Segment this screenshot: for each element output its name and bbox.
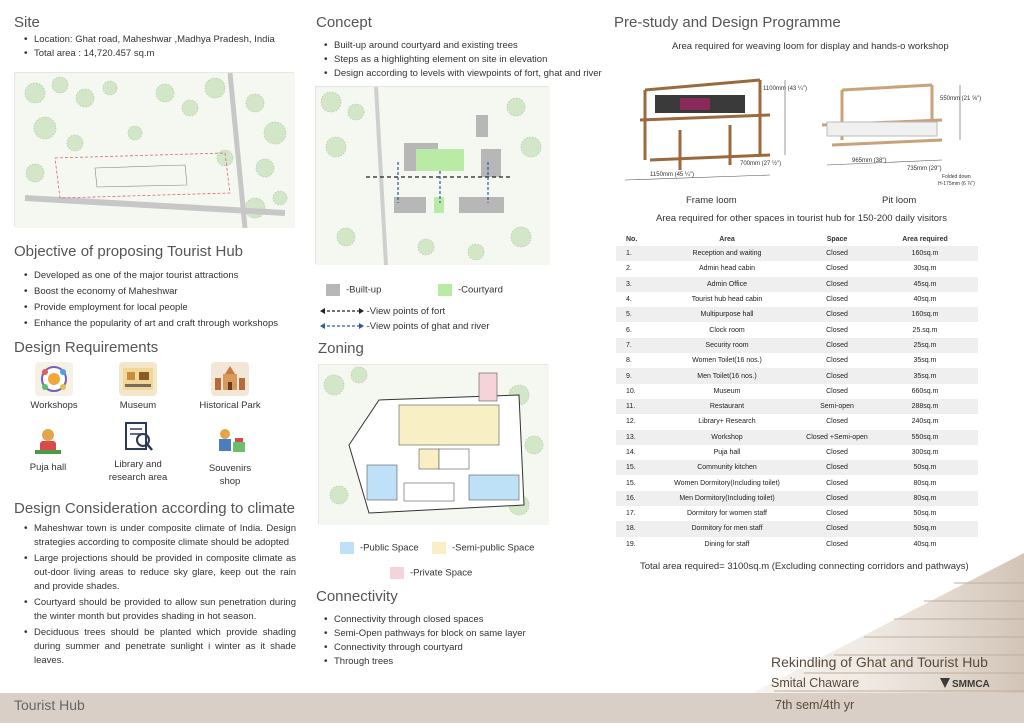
legend-builtup	[326, 284, 381, 296]
row-no: 13.	[616, 430, 652, 445]
row-area-required: 35sq.m	[872, 368, 978, 383]
objective-bullets	[22, 268, 307, 332]
builtup-swatch	[326, 284, 340, 296]
req-label: Puja hall	[29, 462, 67, 473]
table-caption: Area required for other spaces in tourist hub for 150-200 daily visitors	[656, 213, 947, 224]
legend-public-label: -Public Space	[360, 542, 419, 554]
row-area: Reception and waiting	[652, 246, 802, 261]
row-no: 19.	[626, 540, 636, 548]
pit-loom-label: Pit loom	[882, 195, 917, 206]
objective-item: • Enhance the popularity of art and craft through workshops	[22, 316, 307, 332]
row-area: Dining for staff	[704, 540, 750, 548]
row-area: Workshop	[652, 430, 802, 445]
museum-icon	[119, 362, 157, 396]
row-area-required: 300sq.m	[911, 449, 939, 456]
footer-label: Tourist Hub	[14, 697, 85, 713]
row-area: Security room	[652, 338, 802, 353]
row-area: Puja hall	[713, 449, 741, 456]
row-no: 10.	[626, 387, 636, 395]
table-header-row	[616, 232, 978, 246]
row-space: Closed	[802, 277, 872, 292]
row-area: Women Toilet(16 nos.)	[692, 357, 762, 365]
semi-public-swatch	[432, 542, 446, 554]
row-area: Admin head cabin	[698, 265, 756, 273]
legend-private-label: -Private Space	[410, 567, 473, 579]
row-area: Men Toilet(16 nos.)	[652, 368, 802, 383]
svg-text:735mm (29"): 735mm (29")	[907, 166, 942, 172]
row-area-required: 80sq.m	[913, 479, 937, 487]
legend-ghat	[320, 321, 490, 332]
row-space: Closed	[826, 387, 848, 395]
req-souvenirs	[188, 424, 272, 488]
row-space: Semi-open	[802, 399, 872, 414]
row-no: 2.	[626, 265, 632, 273]
row-area-required: 40sq.m	[913, 296, 937, 304]
zoning-heading: Zoning	[318, 340, 364, 357]
row-no: 16.	[616, 491, 652, 506]
table-row	[616, 277, 978, 292]
row-space: Closed +Semi-open	[802, 430, 872, 445]
row-space: Closed	[802, 460, 872, 475]
site-heading: Site	[14, 14, 40, 31]
concept-item: • Built-up around courtyard and existing trees	[322, 39, 612, 53]
workshop-icon	[35, 362, 73, 396]
svg-text:700mm (27 ½"): 700mm (27 ½")	[740, 161, 782, 167]
req-puja-hall	[6, 424, 90, 473]
prestudy-heading: Pre-study and Design Programme	[614, 14, 841, 31]
legend-semi-public	[432, 542, 534, 554]
row-no: 3.	[616, 277, 652, 292]
header-no: No.	[616, 232, 652, 246]
area-table	[616, 232, 978, 552]
row-area-required: 45sq.m	[872, 277, 978, 292]
row-area: Tourist hub head cabin	[691, 296, 763, 304]
footer-band	[0, 693, 1024, 723]
row-space: Closed	[826, 357, 848, 365]
connectivity-bullets	[322, 613, 602, 669]
row-no: 6.	[626, 326, 632, 334]
req-museum	[96, 362, 180, 411]
area-table-body	[616, 246, 978, 552]
climate-item: • Maheshwar town is under composite climate of India. Design strategies according to composite climate should be adopted	[22, 522, 296, 550]
header-area-required: Area required	[872, 232, 978, 246]
library-icon	[119, 420, 157, 454]
table-row	[616, 414, 978, 429]
objective-item: • Developed as one of the major tourist attractions	[22, 268, 307, 284]
row-area-required: 288sq.m	[872, 399, 978, 414]
svg-text:1100mm (43 ¼"): 1100mm (43 ¼")	[763, 86, 808, 92]
table-row	[616, 307, 978, 322]
table-row	[616, 521, 978, 536]
row-area-required: 50sq.m	[913, 510, 937, 518]
row-area: Women Dormitory(Including toilet)	[674, 479, 780, 487]
semester-label: 7th sem/4th yr	[775, 698, 855, 712]
connectivity-item: • Connectivity through courtyard	[322, 641, 602, 655]
table-row	[616, 430, 978, 445]
row-space: Closed	[826, 418, 848, 426]
private-swatch	[390, 567, 404, 579]
row-no: 8.	[626, 357, 632, 365]
req-label: Museum	[119, 400, 157, 411]
row-area-required: 25sq.m	[872, 338, 978, 353]
header-area: Area	[652, 232, 802, 246]
site-total-area: • Total area : 14,720.457 sq.m	[22, 47, 307, 61]
table-row	[616, 368, 978, 383]
row-space: Closed	[826, 326, 848, 334]
loom-caption: Area required for weaving loom for display and hands-o workshop	[672, 41, 949, 52]
table-row	[616, 475, 978, 490]
row-area: Museum	[713, 387, 741, 395]
connectivity-heading: Connectivity	[316, 588, 398, 605]
concept-bullets	[322, 39, 612, 81]
row-no: 9.	[616, 368, 652, 383]
req-label: Workshops	[30, 400, 78, 411]
row-area-required: 660sq.m	[911, 387, 939, 395]
souvenir-icon	[211, 424, 249, 458]
row-area: Library+ Research	[698, 418, 756, 426]
row-space: Closed	[802, 307, 872, 322]
zoning-plan-drawing	[319, 365, 549, 525]
site-map-drawing	[15, 73, 295, 228]
legend-fort-label: -View points of fort	[366, 306, 446, 317]
concept-diagram-drawing	[316, 87, 550, 265]
legend-private	[390, 567, 472, 579]
row-area-required: 50sq.m	[872, 460, 978, 475]
header-space: Space	[802, 232, 872, 246]
row-area-required: 80sq.m	[872, 491, 978, 506]
req-historical-park	[188, 362, 272, 411]
row-space: Closed	[802, 368, 872, 383]
row-area-required: 30sq.m	[913, 265, 937, 273]
row-area: Multipurpose hall	[652, 307, 802, 322]
row-area: Clock room	[709, 326, 745, 334]
site-location: • Location: Ghat road, Maheshwar ,Madhya Pradesh, India	[22, 33, 307, 47]
req-label: Library and research area	[108, 459, 168, 483]
row-no: 15.	[626, 479, 636, 487]
author-name: Smital Chaware	[771, 676, 860, 690]
row-area-required: 240sq.m	[911, 418, 939, 426]
row-space: Closed	[802, 338, 872, 353]
row-no: 18.	[616, 521, 652, 536]
table-row	[616, 399, 978, 414]
climate-bullets	[22, 522, 296, 668]
table-row	[616, 506, 978, 521]
pit-loom-illustration	[812, 70, 982, 188]
row-no: 5.	[616, 307, 652, 322]
row-area: Dormitory for women staff	[686, 510, 767, 518]
row-area: Restaurant	[652, 399, 802, 414]
row-area: Dormitory for men staff	[652, 521, 802, 536]
svg-text:Folded down: Folded down	[942, 174, 971, 180]
objective-item: • Boost the economy of Maheshwar	[22, 284, 307, 300]
row-space: Closed	[802, 521, 872, 536]
row-area-required: 550sq.m	[872, 430, 978, 445]
row-space: Closed	[826, 449, 848, 456]
row-area-required: 50sq.m	[872, 521, 978, 536]
row-area: Admin Office	[652, 277, 802, 292]
table-row	[616, 460, 978, 475]
row-space: Closed	[802, 491, 872, 506]
row-area-required: 40sq.m	[913, 540, 937, 548]
table-row	[616, 246, 978, 261]
site-bullets	[22, 33, 307, 61]
row-no: 1.	[616, 246, 652, 261]
table-row	[616, 353, 978, 368]
svg-text:965mm (38"): 965mm (38")	[852, 158, 887, 164]
legend-semi-public-label: -Semi-public Space	[452, 542, 535, 554]
row-no: 11.	[616, 399, 652, 414]
climate-item: • Courtyard should be provided to allow sun penetration during the winter month but provides shading in hot season.	[22, 596, 296, 624]
row-no: 15.	[616, 460, 652, 475]
req-label: Souvenirs shop	[208, 463, 252, 487]
concept-heading: Concept	[316, 14, 372, 31]
frame-loom-illustration	[620, 70, 808, 188]
legend-public	[340, 542, 419, 554]
row-space: Closed	[826, 540, 848, 548]
svg-text:550mm (21 ⅝"): 550mm (21 ⅝")	[940, 96, 982, 102]
row-space: Closed	[826, 296, 848, 304]
legend-fort	[320, 306, 445, 317]
courtyard-swatch	[438, 284, 452, 296]
table-row	[616, 384, 978, 399]
table-row	[616, 292, 978, 307]
row-no: 4.	[626, 296, 632, 304]
row-no: 12.	[626, 418, 636, 426]
connectivity-item: • Through trees	[322, 655, 602, 669]
concept-item: • Design according to levels with viewpoints of fort, ghat and river	[322, 67, 612, 81]
table-row	[616, 322, 978, 337]
site-map	[14, 72, 294, 227]
project-title: Rekindling of Ghat and Tourist Hub	[771, 654, 988, 670]
row-no: 7.	[616, 338, 652, 353]
logo-text: SMMCA	[952, 679, 990, 690]
row-space: Closed	[826, 510, 848, 518]
row-area-required: 25.sq.m	[912, 326, 938, 334]
req-workshops	[12, 362, 96, 411]
objective-item: • Provide employment for local people	[22, 300, 307, 316]
climate-heading: Design Consideration according to climate	[14, 500, 295, 517]
table-row	[616, 261, 978, 276]
connectivity-item: • Connectivity through closed spaces	[322, 613, 602, 627]
row-area-required: 160sq.m	[872, 307, 978, 322]
legend-ghat-label: -View points of ghat and river	[366, 321, 490, 332]
concept-item: • Steps as a highlighting element on site in elevation	[322, 53, 612, 67]
legend-courtyard-label: -Courtyard	[458, 284, 503, 296]
zoning-plan	[318, 364, 548, 524]
req-library	[96, 420, 180, 484]
table-row	[616, 445, 978, 460]
connectivity-item: • Semi-Open pathways for block on same layer	[322, 627, 602, 641]
college-logo-icon	[940, 676, 1002, 690]
historical-park-icon	[211, 362, 249, 396]
concept-diagram	[315, 86, 549, 264]
row-area-required: 160sq.m	[872, 246, 978, 261]
row-space: Closed	[802, 246, 872, 261]
row-space: Closed	[826, 265, 848, 273]
svg-text:1150mm (45 ¼"): 1150mm (45 ¼")	[650, 172, 695, 178]
puja-hall-icon	[29, 424, 67, 458]
frame-loom-label: Frame loom	[686, 195, 737, 206]
req-label: Historical Park	[199, 400, 261, 411]
public-swatch	[340, 542, 354, 554]
college-logo	[940, 676, 1002, 690]
total-area-note: Total area required= 3100sq.m (Excluding connecting corridors and pathways)	[640, 561, 969, 572]
ghat-arrow-icon	[320, 321, 364, 331]
row-no: 17.	[626, 510, 636, 518]
climate-item: • Deciduous trees should be planted which provide shading during summer and penetrate sunlight i winter as it shade leaves.	[22, 626, 296, 668]
table-row	[616, 338, 978, 353]
row-no: 14.	[626, 449, 636, 456]
legend-courtyard	[438, 284, 503, 296]
table-row	[616, 491, 978, 506]
fort-arrow-icon	[320, 306, 364, 316]
row-area: Community kitchen	[652, 460, 802, 475]
climate-item: • Large projections should be provided in composite climate as out-door living areas to reduce sky glare, keep out the rain and provide shades.	[22, 552, 296, 594]
legend-builtup-label: -Built-up	[346, 284, 382, 296]
objective-heading: Objective of proposing Tourist Hub	[14, 243, 244, 260]
design-requirements-heading: Design Requirements	[14, 339, 159, 356]
row-space: Closed	[826, 479, 848, 487]
row-area-required: 35sq.m	[913, 357, 937, 365]
row-area: Men Dormitory(Including toilet)	[652, 491, 802, 506]
svg-text:H-175mm (6 ⅞"): H-175mm (6 ⅞")	[938, 181, 975, 187]
